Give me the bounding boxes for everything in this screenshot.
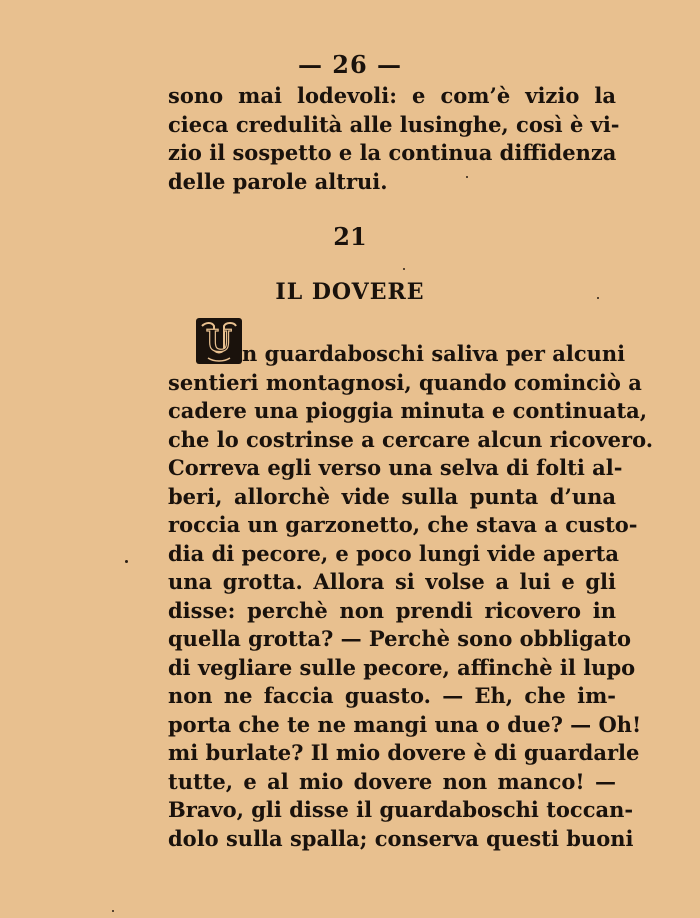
- text-line: beri, allorchè vide sulla punta d’una: [168, 483, 616, 509]
- text-line: porta che te ne mangi una o due? — Oh!: [168, 711, 642, 737]
- text-line: delle parole altrui.: [168, 168, 388, 194]
- story-paragraph: [168, 340, 654, 853]
- text-line: dolo sulla spalla; conserva questi buoni: [168, 825, 634, 851]
- text-line: quella grotta? — Perchè sono obbligato: [168, 626, 631, 651]
- ink-speck: [125, 560, 128, 563]
- text-line: disse: perchè non prendi ricovero in: [168, 597, 616, 623]
- page-number-header: — 26 —: [297, 50, 403, 79]
- text-line: una grotta. Allora si volse a lui e gli: [168, 569, 616, 594]
- text-line: mi burlate? Il mio dovere è di guardarle: [168, 740, 640, 765]
- text-line: sentieri montagnosi, quando cominciò a: [168, 369, 642, 395]
- opening-paragraph: [168, 82, 620, 196]
- text-line: tutte, e al mio dovere non manco! —: [168, 768, 616, 794]
- ink-speck: [403, 268, 405, 270]
- text-line: che lo costrinse a cercare alcun ricovero.: [168, 426, 654, 452]
- text-line: dia di pecore, e poco lungi vide aperta: [168, 540, 619, 566]
- text-line: cadere una pioggia minuta e continuata,: [168, 398, 648, 423]
- text-line: cieca credulità alle lusinghe, così è vi-: [168, 111, 620, 137]
- text-line: roccia un garzonetto, che stava a custo-: [168, 512, 638, 537]
- section-number: 21: [333, 222, 367, 251]
- section-title: IL DOVERE: [275, 279, 425, 305]
- drop-cap-letter: U: [205, 324, 233, 359]
- text-line: Bravo, gli disse il guardaboschi toccan-: [168, 797, 634, 822]
- text-line: di vegliare sulle pecore, affinchè il lupo: [168, 654, 636, 680]
- text-line: Correva egli verso una selva di folti al-: [168, 455, 623, 480]
- ink-speck: [597, 297, 599, 299]
- ink-speck: [112, 910, 114, 912]
- ink-speck: [466, 176, 468, 178]
- text-line: non ne faccia guasto. — Eh, che im-: [168, 683, 616, 708]
- text-line: sono mai lodevoli: e com’è vizio la: [168, 83, 616, 108]
- text-line: zio il sospetto e la continua diffidenza: [168, 140, 617, 165]
- text-line: n guardaboschi saliva per alcuni: [242, 341, 626, 366]
